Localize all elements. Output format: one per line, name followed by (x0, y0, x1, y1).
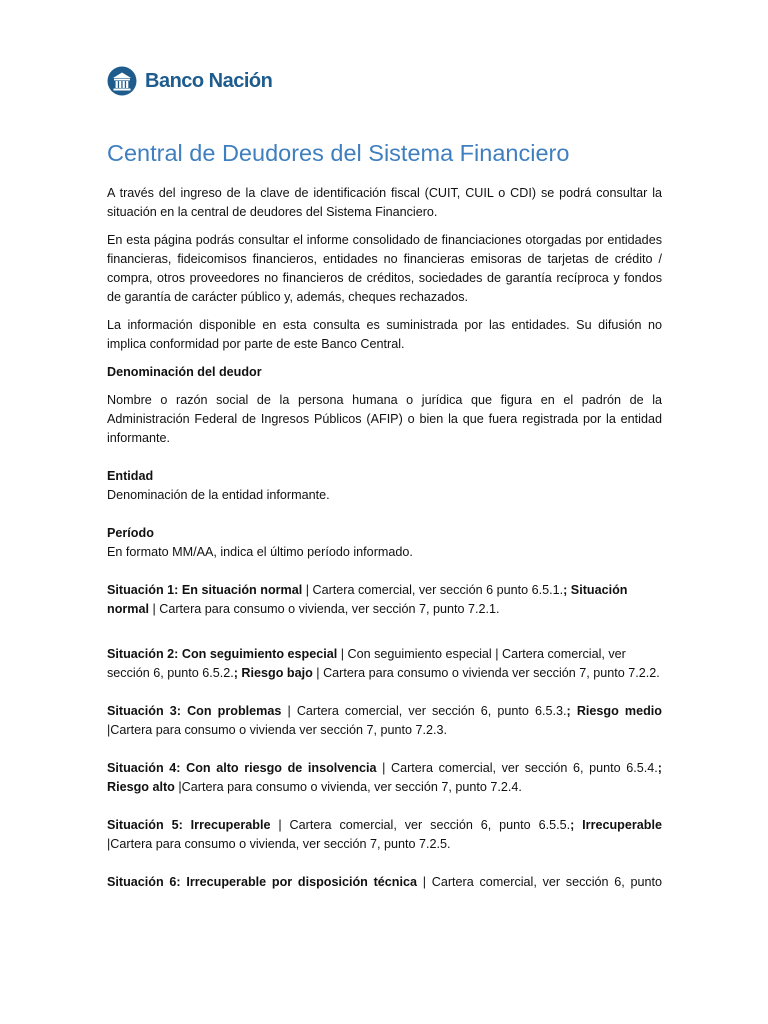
section-heading-periodo: Período (107, 526, 154, 540)
section-heading-entidad: Entidad (107, 469, 154, 483)
page-title: Central de Deudores del Sistema Financiero (107, 140, 570, 166)
situacion-6-label: Situación 6: Irrecuperable por disposición técnica (107, 875, 417, 889)
situacion-5 (107, 816, 662, 854)
situacion-1-text: | Cartera comercial, ver sección 6 punto 6.5.1. (302, 583, 564, 597)
situacion-3-text: | Cartera comercial, ver sección 6, punto 6.5.3. (281, 704, 567, 718)
situacion-4-label-2: ; Riesgo alto (107, 761, 662, 794)
situacion-3 (107, 702, 662, 740)
section-heading-denominacion: Denominación del deudor (107, 365, 262, 379)
intro-paragraph-1: A través del ingreso de la clave de identificación fiscal (CUIT, CUIL o CDI) se podrá consultar la situación en la central de deudores del Sistema Financiero. (107, 186, 662, 219)
brand-name: Banco Nación (145, 70, 273, 92)
situacion-4 (107, 759, 662, 797)
situacion-5-label-2: ; Irrecuperable (570, 818, 662, 832)
situacion-6-text: | Cartera comercial, ver sección 6, punto (417, 875, 662, 889)
bank-building-icon (107, 66, 137, 96)
situacion-5-label: Situación 5: Irrecuperable (107, 818, 271, 832)
situacion-5-text: | Cartera comercial, ver sección 6, punto 6.5.5. (270, 818, 571, 832)
situacion-2 (107, 645, 662, 683)
intro-paragraph-3: La información disponible en esta consulta es suministrada por las entidades. Su difusión no implica conformidad por parte de este Banco Central. (107, 318, 662, 351)
situacion-1-label: Situación 1: En situación normal (107, 583, 303, 597)
situacion-5-text-2: |Cartera para consumo o vivienda, ver sección 7, punto 7.2.5. (107, 837, 451, 851)
situacion-4-text: | Cartera comercial, ver sección 6, punto 6.5.4. (376, 761, 658, 775)
situacion-4-text-2: |Cartera para consumo o vivienda, ver sección 7, punto 7.2.4. (174, 780, 522, 794)
situacion-3-label-2: ; Riesgo medio (566, 704, 662, 718)
situacion-2-text: | Con seguimiento especial | Cartera comercial, ver sección 6, punto 6.5.2. (107, 647, 626, 680)
situacion-2-label-2: ; Riesgo bajo (233, 666, 313, 680)
situacion-1-text-2: | Cartera para consumo o vivienda, ver sección 7, punto 7.2.1. (149, 602, 500, 616)
section-text-periodo: En formato MM/AA, indica el último período informado. (107, 545, 413, 559)
section-text-entidad: Denominación de la entidad informante. (107, 488, 330, 502)
situacion-2-label: Situación 2: Con seguimiento especial (107, 647, 338, 661)
situacion-6 (107, 873, 662, 892)
situacion-3-label: Situación 3: Con problemas (107, 704, 282, 718)
intro-paragraph-2: En esta página podrás consultar el informe consolidado de financiaciones otorgadas por entidades financieras, fideicomisos financieros, entidades no financieras emisoras de tarjetas de crédito / compra, otros proveedores no financieros de créditos, sociedades de garantía recíproca y fondos de garantía de carácter público y, además, cheques rechazados. (107, 233, 662, 304)
situacion-2-text-2: | Cartera para consumo o vivienda ver sección 7, punto 7.2.2. (312, 666, 660, 680)
brand-logo (107, 64, 272, 98)
section-text-denominacion: Nombre o razón social de la persona humana o jurídica que figura en el padrón de la Administración Federal de Ingresos Públicos (AFIP) o bien la que fuera registrada por la entidad informante. (107, 393, 662, 445)
situacion-4-label: Situación 4: Con alto riesgo de insolvencia (107, 761, 377, 775)
situacion-3-text-2: |Cartera para consumo o vivienda ver sección 7, punto 7.2.3. (107, 723, 447, 737)
situacion-1-label-2: ; Situación normal (107, 583, 628, 616)
situacion-1 (107, 581, 662, 619)
document-body (107, 184, 662, 892)
